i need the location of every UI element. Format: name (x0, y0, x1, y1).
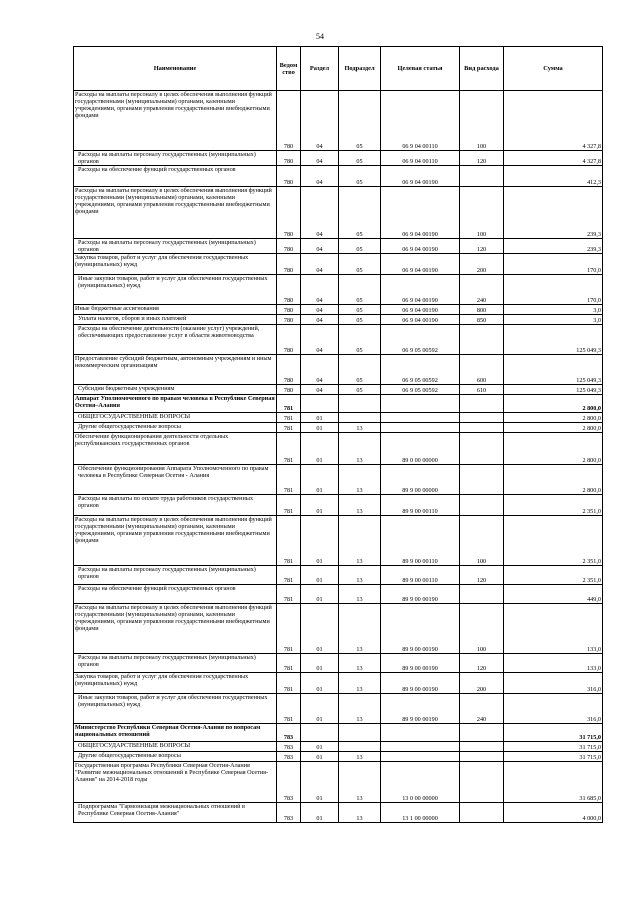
row-name: Закупка товаров, работ и услуг для обеспечения государственных (муниципальных) нужд (74, 254, 277, 275)
row-target-article: 06 9 04 00110 (381, 151, 460, 166)
row-target-article: 06 9 04 00190 (381, 305, 460, 315)
table-row (74, 762, 603, 803)
header-department: Ведом ство (277, 47, 301, 91)
row-subsection: 05 (339, 91, 381, 151)
row-subsection: 05 (339, 254, 381, 275)
row-amount: 2 800,0 (504, 465, 603, 495)
row-target-article: 06 9 04 00190 (381, 239, 460, 254)
row-section: 01 (301, 604, 339, 654)
row-amount: 170,0 (504, 254, 603, 275)
page-number: 54 (316, 32, 324, 41)
row-expense-type (460, 166, 504, 187)
row-department: 781 (277, 566, 301, 585)
row-section: 04 (301, 91, 339, 151)
row-name: Иные закупки товаров, работ и услуг для обеспечения государственных (муниципальных) нужд (74, 275, 277, 305)
table-row (74, 654, 603, 673)
row-subsection: 13 (339, 654, 381, 673)
row-target-article: 89 9 00 00190 (381, 694, 460, 724)
row-expense-type (460, 803, 504, 823)
header-subsection: Подраздел (339, 47, 381, 91)
table-row (74, 315, 603, 325)
row-amount: 2 351,0 (504, 495, 603, 516)
header-target-article: Целевая статья (381, 47, 460, 91)
row-subsection: 05 (339, 325, 381, 355)
row-amount: 3,0 (504, 305, 603, 315)
row-amount: 31 715,0 (504, 742, 603, 752)
row-target-article: 06 9 04 00190 (381, 166, 460, 187)
row-subsection (339, 413, 381, 423)
row-subsection: 05 (339, 187, 381, 239)
row-department: 780 (277, 91, 301, 151)
row-subsection: 05 (339, 305, 381, 315)
row-expense-type: 600 (460, 355, 504, 385)
row-amount: 125 049,3 (504, 355, 603, 385)
table-row (74, 724, 603, 742)
row-subsection: 13 (339, 423, 381, 433)
table-row (74, 355, 603, 385)
row-department: 781 (277, 654, 301, 673)
row-amount: 133,0 (504, 654, 603, 673)
table-row (74, 516, 603, 566)
table-row (74, 305, 603, 315)
row-target-article: 89 9 00 00000 (381, 465, 460, 495)
row-subsection: 13 (339, 762, 381, 803)
row-amount: 412,3 (504, 166, 603, 187)
row-expense-type: 200 (460, 254, 504, 275)
row-section: 04 (301, 275, 339, 305)
row-department: 783 (277, 752, 301, 762)
row-name: Другие общегосударственные вопросы (74, 752, 277, 762)
row-subsection (339, 742, 381, 752)
row-expense-type: 100 (460, 604, 504, 654)
row-target-article: 06 9 04 00190 (381, 315, 460, 325)
row-amount: 2 800,0 (504, 423, 603, 433)
row-section: 01 (301, 752, 339, 762)
table-row (74, 423, 603, 433)
row-name: Подпрограмма "Гармонизация межнациональных отношений в Республике Северная Осетия-Алания" (74, 803, 277, 823)
row-section: 01 (301, 413, 339, 423)
row-expense-type: 200 (460, 673, 504, 694)
row-section: 01 (301, 465, 339, 495)
row-amount: 449,0 (504, 585, 603, 604)
row-subsection: 13 (339, 516, 381, 566)
row-expense-type (460, 423, 504, 433)
row-target-article (381, 752, 460, 762)
row-amount: 125 049,3 (504, 385, 603, 395)
row-target-article (381, 413, 460, 423)
row-department: 781 (277, 433, 301, 465)
table-row (74, 566, 603, 585)
table-row (74, 254, 603, 275)
row-section: 04 (301, 239, 339, 254)
row-amount: 2 351,0 (504, 516, 603, 566)
row-amount: 4 000,0 (504, 803, 603, 823)
row-department: 781 (277, 413, 301, 423)
row-amount: 2 800,0 (504, 413, 603, 423)
row-name: Предоставление субсидий бюджетным, автономным учреждениям и иным некоммерческим организациям (74, 355, 277, 385)
row-subsection: 05 (339, 151, 381, 166)
row-target-article: 06 9 05 00592 (381, 325, 460, 355)
row-target-article: 89 0 00 00000 (381, 433, 460, 465)
row-name: Обеспечение функционирования деятельности отдельных республиканских государственных органов (74, 433, 277, 465)
row-amount: 4 327,8 (504, 151, 603, 166)
row-name: Другие общегосударственные вопросы (74, 423, 277, 433)
row-target-article (381, 742, 460, 752)
row-subsection: 05 (339, 315, 381, 325)
row-subsection (339, 395, 381, 413)
row-subsection: 13 (339, 803, 381, 823)
table-row (74, 239, 603, 254)
row-expense-type: 100 (460, 187, 504, 239)
table-row (74, 585, 603, 604)
row-subsection: 13 (339, 433, 381, 465)
row-target-article: 06 9 04 00190 (381, 187, 460, 239)
table-row (74, 673, 603, 694)
table-row (74, 91, 603, 151)
row-department: 780 (277, 355, 301, 385)
table-row (74, 413, 603, 423)
table-row (74, 694, 603, 724)
row-amount: 4 327,8 (504, 91, 603, 151)
row-name: Расходы на обеспечение функций государственных органов (74, 585, 277, 604)
header-name: Наименование (74, 47, 277, 91)
row-section: 01 (301, 673, 339, 694)
row-section: 01 (301, 742, 339, 752)
row-amount: 239,3 (504, 187, 603, 239)
table-row (74, 325, 603, 355)
row-name: Уплата налогов, сборов и иных платежей (74, 315, 277, 325)
row-expense-type (460, 742, 504, 752)
row-name: Расходы на выплаты персоналу государственных (муниципальных) органов (74, 654, 277, 673)
row-department: 781 (277, 604, 301, 654)
row-expense-type: 120 (460, 239, 504, 254)
row-department: 781 (277, 395, 301, 413)
row-department: 783 (277, 762, 301, 803)
table-header-row (74, 47, 603, 91)
row-name: Расходы на обеспечение деятельности (оказание услуг) учреждений, обеспечивающих предоставление услуг в области животноводства (74, 325, 277, 355)
row-target-article: 89 9 00 00110 (381, 495, 460, 516)
row-target-article: 13 1 00 00000 (381, 803, 460, 823)
row-section: 04 (301, 254, 339, 275)
row-subsection: 13 (339, 566, 381, 585)
row-target-article: 89 9 00 00190 (381, 585, 460, 604)
row-department: 780 (277, 385, 301, 395)
row-target-article: 89 9 00 00110 (381, 566, 460, 585)
row-expense-type (460, 433, 504, 465)
row-section: 01 (301, 654, 339, 673)
row-department: 781 (277, 585, 301, 604)
row-department: 781 (277, 423, 301, 433)
row-name: Министерство Республики Северная Осетия-Алания по вопросам национальных отношений (74, 724, 277, 742)
header-expense-type: Вид расхода (460, 47, 504, 91)
row-section: 04 (301, 187, 339, 239)
row-target-article: 06 9 04 00190 (381, 275, 460, 305)
row-expense-type (460, 762, 504, 803)
row-department: 780 (277, 239, 301, 254)
row-name: Иные закупки товаров, работ и услуг для обеспечения государственных (муниципальных) нужд (74, 694, 277, 724)
row-target-article (381, 423, 460, 433)
row-section: 01 (301, 585, 339, 604)
table-row (74, 385, 603, 395)
row-section: 01 (301, 433, 339, 465)
table-row (74, 604, 603, 654)
table-row (74, 395, 603, 413)
row-name: Расходы на выплаты персоналу государственных (муниципальных) органов (74, 239, 277, 254)
row-amount: 125 049,3 (504, 325, 603, 355)
row-amount: 133,0 (504, 604, 603, 654)
row-name: Расходы на выплаты персоналу в целях обеспечения выполнения функций государственными (муниципальными) органами, казенными учреждениями, органами управления государственными внебюджетными фондами (74, 604, 277, 654)
row-amount: 3,0 (504, 315, 603, 325)
row-name: Иные бюджетные ассигнования (74, 305, 277, 315)
header-section: Раздел (301, 47, 339, 91)
row-subsection: 13 (339, 585, 381, 604)
row-subsection: 13 (339, 604, 381, 654)
table-row (74, 465, 603, 495)
row-section: 04 (301, 325, 339, 355)
row-department: 781 (277, 673, 301, 694)
row-amount: 170,0 (504, 275, 603, 305)
row-subsection: 13 (339, 495, 381, 516)
row-subsection: 13 (339, 673, 381, 694)
row-department: 780 (277, 325, 301, 355)
row-expense-type (460, 413, 504, 423)
row-amount: 2 351,0 (504, 566, 603, 585)
row-amount: 316,0 (504, 694, 603, 724)
row-subsection: 05 (339, 385, 381, 395)
row-department: 781 (277, 694, 301, 724)
row-expense-type: 120 (460, 151, 504, 166)
row-amount: 31 715,0 (504, 752, 603, 762)
row-name: Обеспечение функционирования Аппарата Уполномоченного по правам человека в Республике Северная Осетия - Алания (74, 465, 277, 495)
row-department: 780 (277, 187, 301, 239)
row-section: 04 (301, 305, 339, 315)
table-row (74, 275, 603, 305)
row-department: 780 (277, 315, 301, 325)
header-amount: Сумма (504, 47, 603, 91)
row-expense-type: 100 (460, 91, 504, 151)
row-target-article: 06 9 05 00592 (381, 385, 460, 395)
row-section (301, 724, 339, 742)
row-name: ОБЩЕГОСУДАРСТВЕННЫЕ ВОПРОСЫ (74, 413, 277, 423)
table-row (74, 495, 603, 516)
row-subsection: 13 (339, 752, 381, 762)
row-subsection: 05 (339, 166, 381, 187)
row-department: 783 (277, 803, 301, 823)
row-name: Расходы на выплаты персоналу государственных (муниципальных) органов (74, 151, 277, 166)
row-expense-type: 120 (460, 654, 504, 673)
table-row (74, 151, 603, 166)
row-expense-type (460, 395, 504, 413)
row-amount: 2 800,0 (504, 433, 603, 465)
row-name: Расходы на выплаты персоналу в целях обеспечения выполнения функций государственными (муниципальными) органами, казенными учреждениями, органами управления государственными внебюджетными фондами (74, 187, 277, 239)
row-expense-type: 610 (460, 385, 504, 395)
row-target-article: 89 9 00 00190 (381, 673, 460, 694)
table-row (74, 187, 603, 239)
row-department: 781 (277, 495, 301, 516)
row-name: Государственная программа Республики Северная Осетия-Алания "Развитие межнациональных отношений в Республике Северная Осетия-Алания" на 2014-2018 годы (74, 762, 277, 803)
row-name: Расходы на выплаты персоналу в целях обеспечения выполнения функций государственными (муниципальными) органами, казенными учреждениями, органами управления государственными внебюджетными фондами (74, 516, 277, 566)
row-subsection: 05 (339, 355, 381, 385)
row-department: 783 (277, 724, 301, 742)
row-section: 01 (301, 423, 339, 433)
row-amount: 239,3 (504, 239, 603, 254)
row-section: 01 (301, 566, 339, 585)
table-row (74, 752, 603, 762)
row-section: 04 (301, 315, 339, 325)
row-section: 04 (301, 151, 339, 166)
row-amount: 316,0 (504, 673, 603, 694)
row-expense-type (460, 325, 504, 355)
row-expense-type (460, 752, 504, 762)
table-row (74, 433, 603, 465)
row-subsection: 13 (339, 694, 381, 724)
row-section: 04 (301, 385, 339, 395)
row-name: Расходы на выплаты персоналу в целях обеспечения выполнения функций государственными (муниципальными) органами, казенными учреждениями, органами управления государственными внебюджетными фондами (74, 91, 277, 151)
row-section: 01 (301, 762, 339, 803)
row-expense-type: 240 (460, 694, 504, 724)
row-subsection: 05 (339, 239, 381, 254)
row-expense-type: 240 (460, 275, 504, 305)
row-name: ОБЩЕГОСУДАРСТВЕННЫЕ ВОПРОСЫ (74, 742, 277, 752)
row-target-article (381, 395, 460, 413)
row-name: Закупка товаров, работ и услуг для обеспечения государственных (муниципальных) нужд (74, 673, 277, 694)
budget-table (73, 46, 603, 823)
row-expense-type (460, 465, 504, 495)
row-target-article: 89 9 00 00190 (381, 654, 460, 673)
row-section (301, 395, 339, 413)
row-amount: 31 715,0 (504, 724, 603, 742)
row-section: 01 (301, 694, 339, 724)
row-expense-type (460, 495, 504, 516)
row-target-article: 89 9 00 00110 (381, 516, 460, 566)
row-target-article: 06 9 04 00110 (381, 91, 460, 151)
row-target-article: 06 9 04 00190 (381, 254, 460, 275)
row-section: 01 (301, 516, 339, 566)
row-name: Расходы на обеспечение функций государственных органов (74, 166, 277, 187)
row-name: Расходы на выплаты персоналу государственных (муниципальных) органов (74, 566, 277, 585)
row-department: 780 (277, 254, 301, 275)
row-subsection: 13 (339, 465, 381, 495)
row-target-article: 13 0 00 00000 (381, 762, 460, 803)
table-row (74, 803, 603, 823)
row-department: 781 (277, 516, 301, 566)
row-expense-type (460, 724, 504, 742)
row-amount: 31 685,0 (504, 762, 603, 803)
row-name: Аппарат Уполномоченного по правам человека в Республике Северная Осетия–Алания (74, 395, 277, 413)
table-body (74, 91, 603, 823)
row-department: 780 (277, 166, 301, 187)
row-expense-type: 850 (460, 315, 504, 325)
row-expense-type: 800 (460, 305, 504, 315)
row-subsection: 05 (339, 275, 381, 305)
row-target-article (381, 724, 460, 742)
row-department: 783 (277, 742, 301, 752)
row-department: 780 (277, 151, 301, 166)
row-amount: 2 800,0 (504, 395, 603, 413)
row-expense-type: 100 (460, 516, 504, 566)
row-department: 780 (277, 305, 301, 315)
table-row (74, 166, 603, 187)
row-expense-type (460, 585, 504, 604)
row-target-article: 06 9 05 00592 (381, 355, 460, 385)
table-row (74, 742, 603, 752)
row-name: Субсидии бюджетным учреждениям (74, 385, 277, 395)
row-section: 04 (301, 355, 339, 385)
row-department: 781 (277, 465, 301, 495)
row-name: Расходы на выплаты по оплате труда работников государственных органов (74, 495, 277, 516)
row-section: 01 (301, 495, 339, 516)
row-section: 01 (301, 803, 339, 823)
row-department: 780 (277, 275, 301, 305)
row-target-article: 89 9 00 00190 (381, 604, 460, 654)
row-subsection (339, 724, 381, 742)
row-section: 04 (301, 166, 339, 187)
row-expense-type: 120 (460, 566, 504, 585)
